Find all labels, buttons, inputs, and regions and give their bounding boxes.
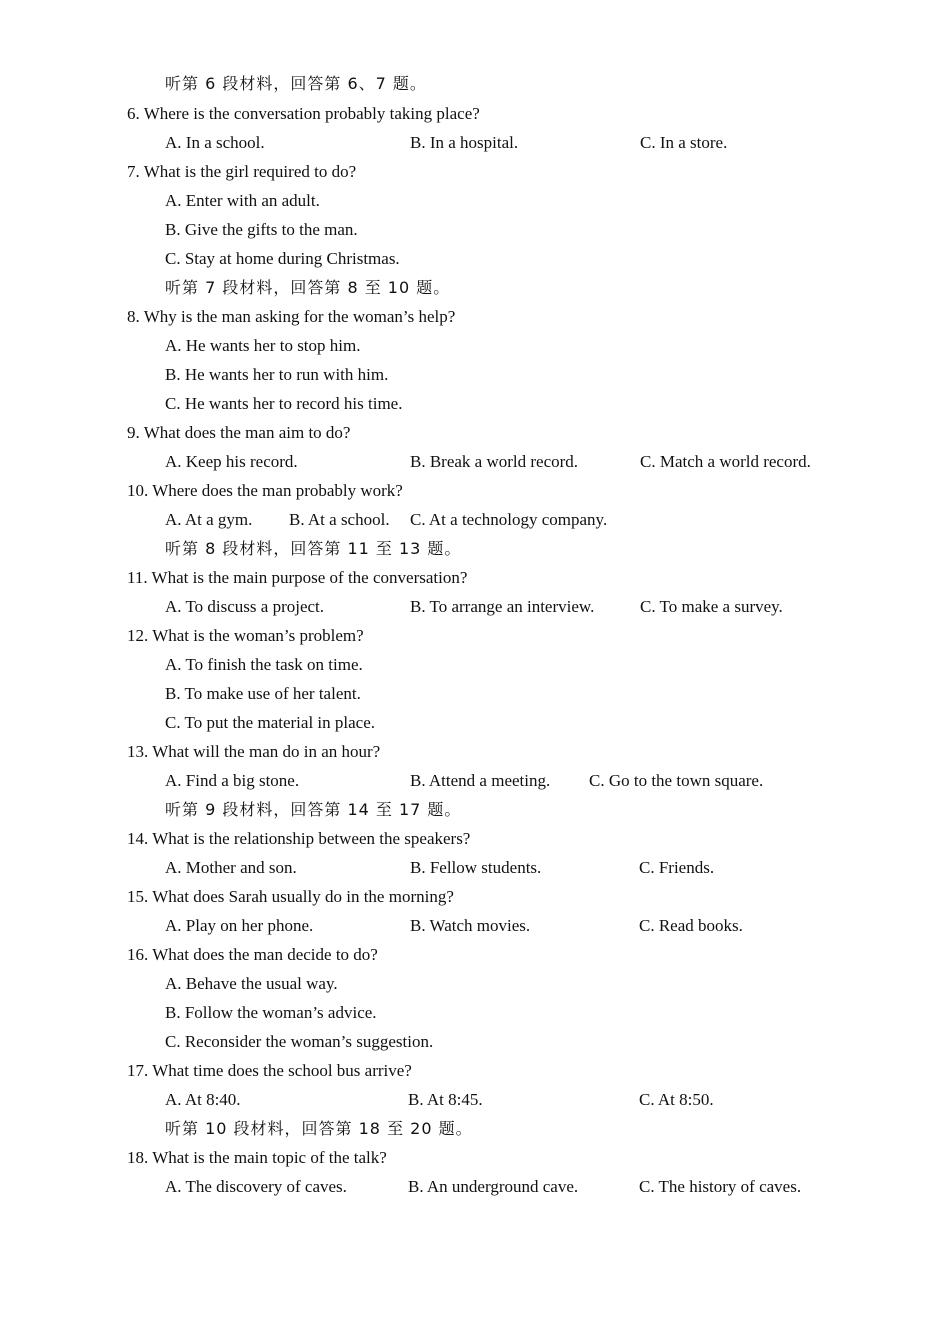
section-heading-9: 听第 9 段材料，回答第 14 至 17 题。 bbox=[165, 800, 462, 819]
question-17: 17. What time does the school bus arrive? bbox=[127, 1061, 412, 1080]
q17-option-c: C. At 8:50. bbox=[639, 1090, 714, 1109]
q6-option-b: B. In a hospital. bbox=[410, 133, 519, 152]
q8-option-a: A. He wants her to stop him. bbox=[165, 336, 361, 355]
q11-option-b: B. To arrange an interview. bbox=[410, 597, 595, 616]
q10-option-a: A. At a gym. bbox=[165, 510, 253, 529]
q14-option-a: A. Mother and son. bbox=[165, 858, 297, 877]
q6-option-a: A. In a school. bbox=[165, 133, 265, 152]
question-9: 9. What does the man aim to do? bbox=[127, 423, 351, 442]
section-heading-8: 听第 8 段材料，回答第 11 至 13 题。 bbox=[165, 539, 462, 558]
question-7: 7. What is the girl required to do? bbox=[127, 162, 357, 181]
q12-option-b: B. To make use of her talent. bbox=[165, 684, 361, 703]
q9-option-a: A. Keep his record. bbox=[165, 452, 298, 471]
question-11: 11. What is the main purpose of the conversation? bbox=[127, 568, 468, 587]
q16-option-c: C. Reconsider the woman’s suggestion. bbox=[165, 1032, 434, 1051]
q9-option-b: B. Break a world record. bbox=[410, 452, 579, 471]
q13-option-c: C. Go to the town square. bbox=[589, 771, 764, 790]
q14-option-b: B. Fellow students. bbox=[410, 858, 542, 877]
question-10: 10. Where does the man probably work? bbox=[127, 481, 403, 500]
q7-option-a: A. Enter with an adult. bbox=[165, 191, 320, 210]
question-6: 6. Where is the conversation probably taking place? bbox=[127, 104, 480, 123]
question-8: 8. Why is the man asking for the woman’s help? bbox=[127, 307, 456, 326]
q15-option-a: A. Play on her phone. bbox=[165, 916, 314, 935]
q8-option-c: C. He wants her to record his time. bbox=[165, 394, 403, 413]
q17-option-a: A. At 8:40. bbox=[165, 1090, 241, 1109]
q7-option-c: C. Stay at home during Christmas. bbox=[165, 249, 400, 268]
question-13: 13. What will the man do in an hour? bbox=[127, 742, 381, 761]
section-heading-10: 听第 10 段材料，回答第 18 至 20 题。 bbox=[165, 1119, 473, 1138]
section-heading-6: 听第 6 段材料，回答第 6、7 题。 bbox=[165, 74, 427, 93]
q18-option-c: C. The history of caves. bbox=[639, 1177, 802, 1196]
q10-option-b: B. At a school. bbox=[289, 510, 390, 529]
q12-option-c: C. To put the material in place. bbox=[165, 713, 375, 732]
section-heading-7: 听第 7 段材料，回答第 8 至 10 题。 bbox=[165, 278, 451, 297]
q15-option-b: B. Watch movies. bbox=[410, 916, 531, 935]
q6-option-c: C. In a store. bbox=[640, 133, 728, 152]
question-12: 12. What is the woman’s problem? bbox=[127, 626, 364, 645]
q18-option-b: B. An underground cave. bbox=[408, 1177, 579, 1196]
question-18: 18. What is the main topic of the talk? bbox=[127, 1148, 387, 1167]
q9-option-c: C. Match a world record. bbox=[640, 452, 811, 471]
q17-option-b: B. At 8:45. bbox=[408, 1090, 483, 1109]
question-15: 15. What does Sarah usually do in the morning? bbox=[127, 887, 454, 906]
question-16: 16. What does the man decide to do? bbox=[127, 945, 378, 964]
q15-option-c: C. Read books. bbox=[639, 916, 743, 935]
q16-option-b: B. Follow the woman’s advice. bbox=[165, 1003, 377, 1022]
q16-option-a: A. Behave the usual way. bbox=[165, 974, 338, 993]
q13-option-b: B. Attend a meeting. bbox=[410, 771, 551, 790]
q12-option-a: A. To finish the task on time. bbox=[165, 655, 363, 674]
q10-option-c: C. At a technology company. bbox=[410, 510, 608, 529]
q13-option-a: A. Find a big stone. bbox=[165, 771, 300, 790]
q11-option-a: A. To discuss a project. bbox=[165, 597, 325, 616]
q8-option-b: B. He wants her to run with him. bbox=[165, 365, 389, 384]
question-14: 14. What is the relationship between the speakers? bbox=[127, 829, 471, 848]
q7-option-b: B. Give the gifts to the man. bbox=[165, 220, 358, 239]
q18-option-a: A. The discovery of caves. bbox=[165, 1177, 347, 1196]
q11-option-c: C. To make a survey. bbox=[640, 597, 783, 616]
q14-option-c: C. Friends. bbox=[639, 858, 715, 877]
